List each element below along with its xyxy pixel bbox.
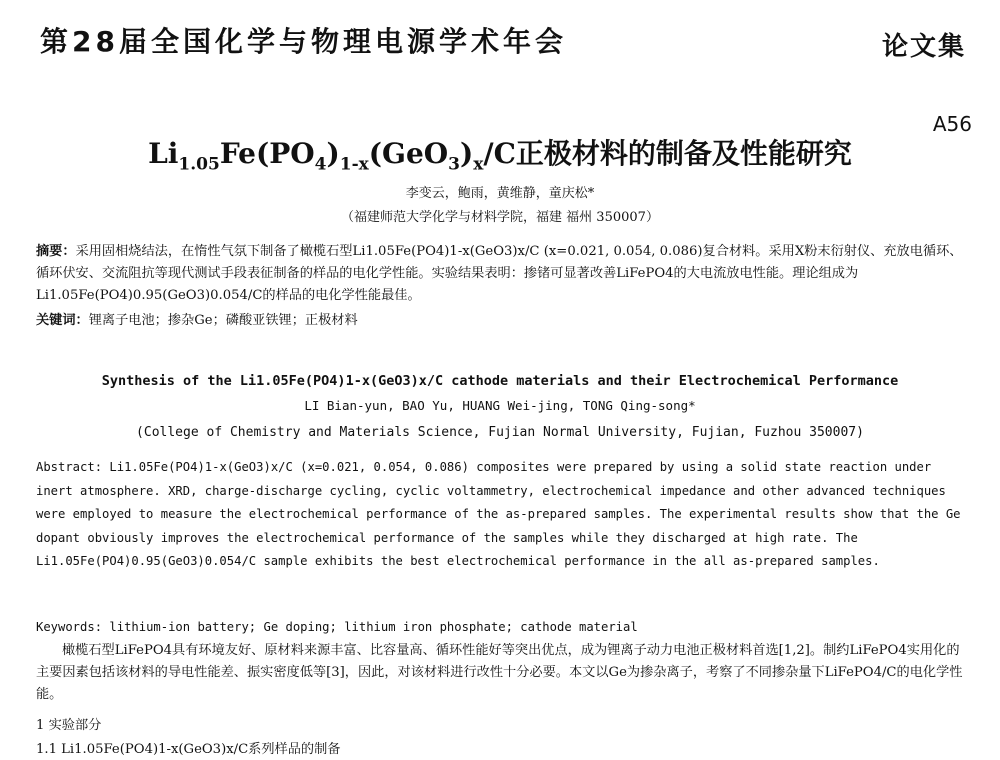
abstract-en-label: Abstract: <box>36 460 103 474</box>
affiliation-cn: （福建师范大学化学与材料学院，福建 福州 350007） <box>341 210 659 225</box>
authors-en: LI Bian-yun, BAO Yu, HUANG Wei-jing, TONG Qing-song* <box>304 398 696 413</box>
abstract-cn-text: 采用固相烧结法，在惰性气氛下制备了橄榄石型Li1.05Fe(PO4)1-x(GeO3)x/C (x=0.021, 0.054, 0.086)复合材料。采用X粉末衍射仪、充放电循环、循环伏安、交流阻抗等现代测试手段表征制备的样品的电化学性能。实验结果表明：掺锗可显著改善LiFePO4的大电流放电性能。理论组成为Li1.05Fe(PO4)0.95(GeO3)0.054/C的样品的电化学性能最佳。 <box>36 244 963 303</box>
keywords-en-label: Keywords: <box>36 620 103 634</box>
collection-label: 论文集 <box>881 32 966 62</box>
conference-header: 第28届全国化学与物理电源学术年会 <box>40 25 567 58</box>
section-heading-1-1: 1.1 Li1.05Fe(PO4)1-x(GeO3)x/C系列样品的制备 <box>36 742 341 757</box>
keywords-en <box>36 616 970 640</box>
abstract-cn <box>36 241 970 307</box>
abstract-en-text: Li1.05Fe(PO4)1-x(GeO3)x/C (x=0.021, 0.054, 0.086) composites were prepared by using a solid state reaction under inert atmosphere. XRD, charge-discharge cycling, cyclic voltammetry, electrochemical impedance and other advanced techniques were employed to measure the electrochemical performance of the as-prepared samples. The experimental results show that the Ge dopant obviously improves the electrochemical performance of the samples while they discharged at high rate. The Li1.05Fe(PO4)0.95(GeO3)0.054/C sample exhibits the best electrochemical performance in the all as-prepared samples. <box>36 460 961 568</box>
abstract-cn-label: 摘要： <box>36 244 76 259</box>
section-heading-1: 1 实验部分 <box>36 718 102 733</box>
keywords-cn <box>36 310 970 332</box>
keywords-cn-text: 锂离子电池；掺杂Ge；磷酸亚铁锂；正极材料 <box>88 313 358 328</box>
paper-id: A56 <box>932 112 972 136</box>
affiliation-en: (College of Chemistry and Materials Science, Fujian Normal University, Fujian, Fuzhou 350007) <box>136 425 864 440</box>
english-title: Synthesis of the Li1.05Fe(PO4)1-x(GeO3)x/C cathode materials and their Electrochemical Performance <box>101 373 899 389</box>
paper-title: $Li_{1.05}Fe(PO_4)_{1-x}(GeO_3)_x/C$正极材料的制备及性能研究 <box>148 137 852 175</box>
keywords-cn-label: 关键词： <box>36 313 89 328</box>
intro-paragraph: 橄榄石型LiFePO4具有环境友好、原材料来源丰富、比容量高、循环性能好等突出优点，成为锂离子动力电池正极材料首选[1,2]。制约LiFePO4实用化的主要因素包括该材料的导电性能差、振实密度低等[3]，因此，对该材料进行改性十分必要。本文以Ge为掺杂离子，考察了不同掺杂量下LiFePO4/C的电化学性能。 <box>36 643 963 702</box>
abstract-en <box>36 456 970 574</box>
keywords-en-text: lithium-ion battery; Ge doping; lithium iron phosphate; cathode material <box>109 620 638 634</box>
authors-cn: 李变云，鲍雨，黄维静，童庆松* <box>405 186 595 201</box>
